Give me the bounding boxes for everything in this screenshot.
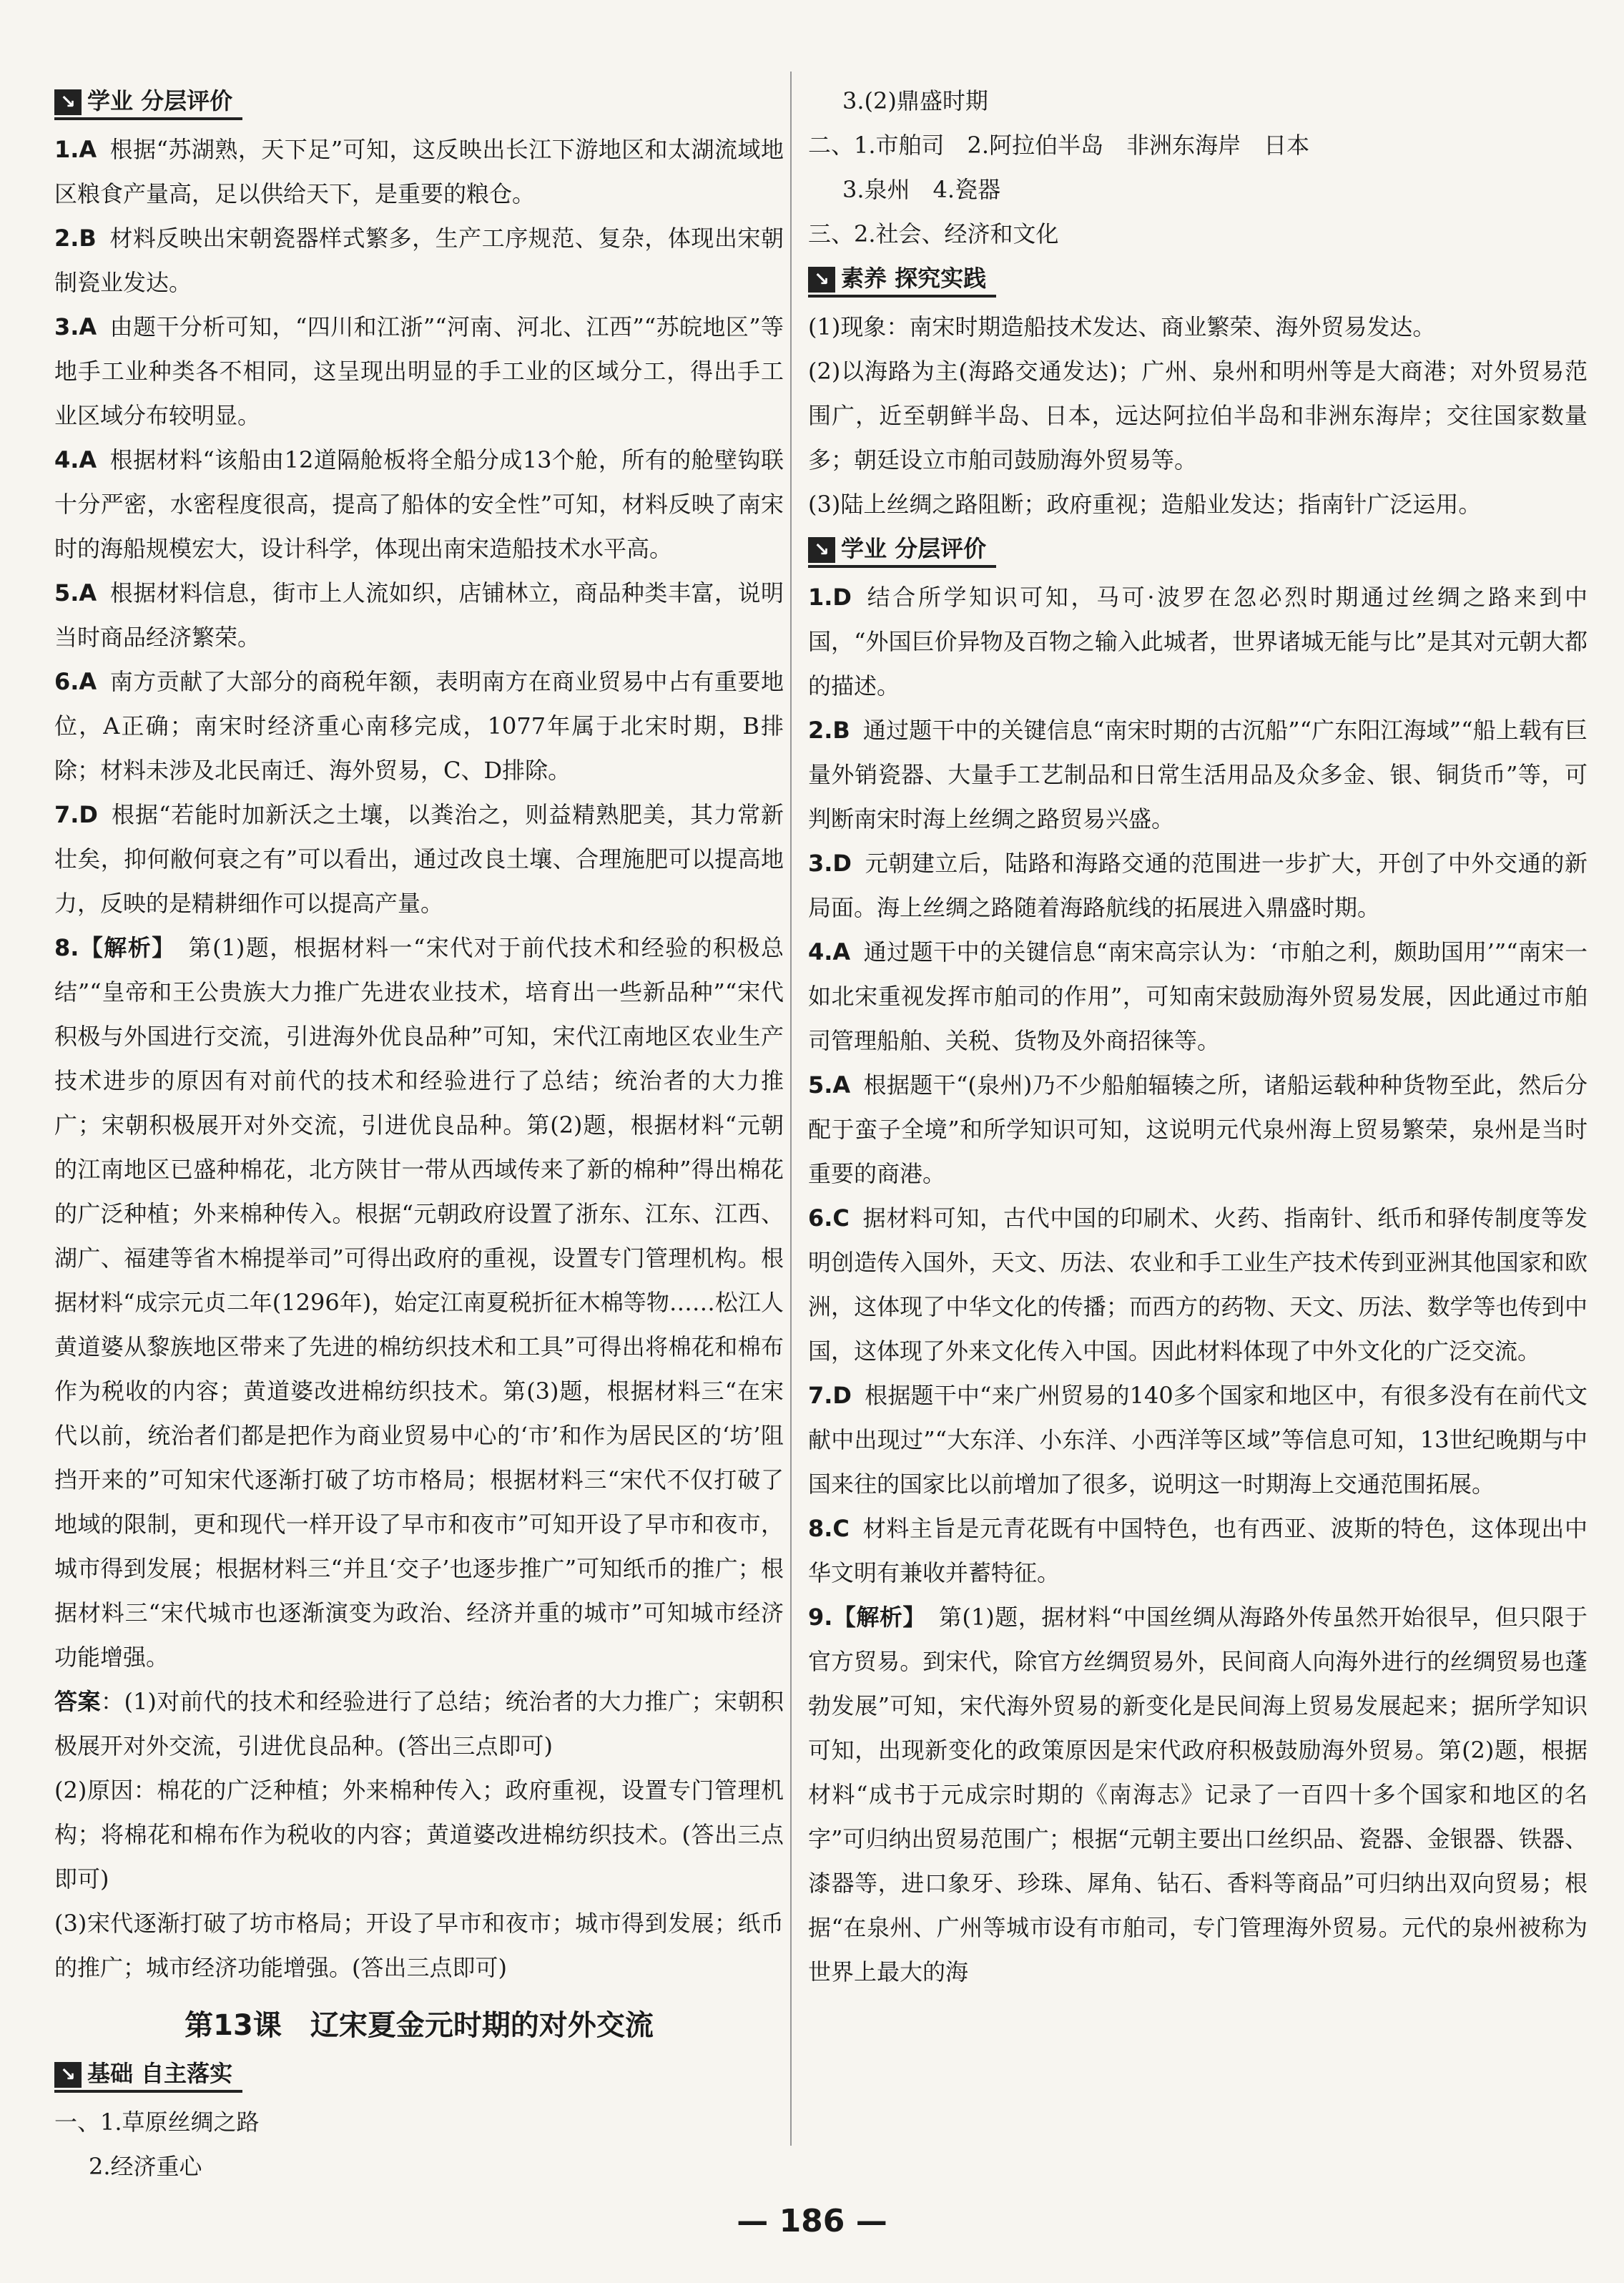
section-heading-academic-eval bbox=[54, 84, 242, 120]
arrow-icon: ↘ bbox=[54, 89, 82, 115]
item-number: 1.A bbox=[54, 136, 97, 163]
item-number: 4.A bbox=[54, 446, 97, 473]
arrow-icon: ↘ bbox=[54, 2062, 82, 2088]
section-heading-label: 基础 自主落实 bbox=[87, 2060, 233, 2087]
item-text: 根据“若能时加新沃之土壤，以粪治之，则益精熟肥美，其力常新壮矣，抑何敝何衰之有”可以看出，通过改良土壤、合理施肥可以提高地力，反映的是精耕细作可以提高产量。 bbox=[54, 801, 784, 917]
item-text: 南方贡献了大部分的商税年额，表明南方在商业贸易中占有重要地位，A正确；南宋时经济重心南移完成，1077年属于北宋时期，B排除；材料未涉及北民南迁、海外贸易，C、D排除。 bbox=[54, 668, 784, 784]
answer-item bbox=[808, 1196, 1588, 1373]
answer-item bbox=[54, 926, 784, 1679]
section-heading-basic bbox=[54, 2057, 242, 2093]
basic-answer: 三、2.社会、经济和文化 bbox=[808, 220, 1059, 247]
answer-block bbox=[54, 1679, 784, 1768]
answer-block: (3)宋代逐渐打破了坊市格局；开设了早市和夜市；城市得到发展；纸币的推广；城市经济功能增强。(答出三点即可) bbox=[54, 1910, 784, 1981]
basic-answer: 二、1.市舶司 2.阿拉伯半岛 非洲东海岸 日本 bbox=[808, 132, 1310, 159]
column-divider bbox=[790, 72, 792, 2146]
item-number: 8.【解析】 bbox=[54, 934, 176, 961]
page-number: — 186 — bbox=[737, 2203, 887, 2239]
item-number: 7.D bbox=[808, 1382, 852, 1409]
item-number: 4.A bbox=[808, 938, 851, 966]
item-text: 据材料可知，古代中国的印刷术、火药、指南针、纸币和驿传制度等发明创造传入国外，天文、历法、农业和手工业生产技术传到亚洲其他国家和欧洲，这体现了中华文化的传播；而西方的药物、天文、历法、数学等也传到中国，这体现了外来文化传入中国。因此材料体现了中外文化的广泛交流。 bbox=[808, 1204, 1588, 1365]
item-text: 第(1)题，据材料“中国丝绸从海路外传虽然开始很早，但只限于官方贸易。到宋代，除官方丝绸贸易外，民间商人向海外进行的丝绸贸易也蓬勃发展”可知，宋代海外贸易的新变化是民间海上贸易发展起来；据所学知识可知，出现新变化的政策原因是宋代政府积极鼓励海外贸易。第(2)题，根据材料“成书于元成宗时期的《南海志》记录了一百四十多个国家和地区的名字”可归纳出贸易范围广；根据“元朝主要出口丝织品、瓷器、金银器、铁器、漆器等，进口象牙、珍珠、犀角、钻石、香料等商品”可归纳出双向贸易；根据“在泉州、广州等城市设有市舶司，专门管理海外贸易。元代的泉州被称为世界上最大的海 bbox=[808, 1604, 1588, 1985]
item-number: 7.D bbox=[54, 801, 98, 828]
section-heading-label: 学业 分层评价 bbox=[841, 535, 987, 562]
item-text: 通过题干中的关键信息“南宋高宗认为：‘市舶之利，颇助国用’”“南宋一如北宋重视发挥市舶司的作用”，可知南宋鼓励海外贸易发展，因此通过市舶司管理船舶、关税、货物及外商招徕等。 bbox=[808, 938, 1588, 1054]
basic-answer: 3.(2)鼎盛时期 bbox=[842, 87, 988, 114]
practice-answer: (1)现象：南宋时期造船技术发达、商业繁荣、海外贸易发达。 bbox=[808, 313, 1436, 340]
lesson-title: 第13课 辽宋夏金元时期的对外交流 bbox=[184, 2009, 654, 2042]
answer-item bbox=[54, 216, 784, 305]
answer-item bbox=[808, 575, 1588, 708]
answer-item bbox=[54, 127, 784, 216]
item-number: 3.D bbox=[808, 850, 852, 877]
arrow-icon: ↘ bbox=[808, 537, 835, 563]
practice-answer: (2)以海路为主(海路交通发达)；广州、泉州和明州等是大商港；对外贸易范围广，近至朝鲜半岛、日本，远达阿拉伯半岛和非洲东海岸；交往国家数量多；朝廷设立市舶司鼓励海外贸易等。 bbox=[808, 358, 1588, 473]
item-text: 结合所学知识可知，马可·波罗在忽必烈时期通过丝绸之路来到中国，“外国巨价异物及百物之输入此城者，世界诸城无能与比”是其对元朝大都的描述。 bbox=[808, 584, 1588, 699]
item-text: 由题干分析可知，“四川和江浙”“河南、河北、江西”“苏皖地区”等地手工业种类各不相同，这呈现出明显的手工业的区域分工，得出手工业区域分布较明显。 bbox=[54, 313, 784, 429]
item-number: 2.B bbox=[54, 225, 97, 252]
answer-item bbox=[808, 1063, 1588, 1196]
item-number: 8.C bbox=[808, 1515, 850, 1542]
item-text: 根据材料信息，街市上人流如织，店铺林立，商品种类丰富，说明当时商品经济繁荣。 bbox=[54, 579, 784, 651]
section-heading-label: 素养 探究实践 bbox=[841, 265, 987, 292]
item-number: 6.C bbox=[808, 1204, 850, 1232]
answer-item bbox=[808, 1595, 1588, 1994]
practice-answer: (3)陆上丝绸之路阻断；政府重视；造船业发达；指南针广泛运用。 bbox=[808, 491, 1482, 518]
item-text: 根据题干中“来广州贸易的140多个国家和地区中，有很多没有在前代文献中出现过”“大东洋、小东洋、小西洋等区域”等信息可知，13世纪晚期与中国来往的国家比以前增加了很多，说明这一时期海上交通范围拓展。 bbox=[808, 1382, 1588, 1498]
item-text: 材料主旨是元青花既有中国特色，也有西亚、波斯的特色，这体现出中华文明有兼收并蓄特征。 bbox=[808, 1515, 1588, 1586]
item-number: 5.A bbox=[54, 579, 97, 607]
basic-answer: 3.泉州 4.瓷器 bbox=[842, 176, 1001, 203]
section-heading-academic-eval bbox=[808, 532, 996, 568]
item-text: 根据材料“该船由12道隔舱板将全船分成13个舱，所有的舱壁钩联十分严密，水密程度很高，提高了船体的安全性”可知，材料反映了南宋时的海船规模宏大，设计科学，体现出南宋造船技术水平高。 bbox=[54, 446, 784, 562]
answer-item bbox=[808, 1506, 1588, 1595]
answer-item bbox=[54, 305, 784, 438]
item-number: 2.B bbox=[808, 717, 850, 744]
answer-block: (2)原因：棉花的广泛种植；外来棉种传入；政府重视，设置专门管理机构；将棉花和棉布作为税收的内容；黄道婆改进棉纺织技术。(答出三点即可) bbox=[54, 1777, 784, 1892]
answer-item bbox=[54, 571, 784, 659]
answer-item bbox=[54, 438, 784, 571]
item-number: 9.【解析】 bbox=[808, 1604, 926, 1631]
answer-item bbox=[54, 659, 784, 792]
basic-answer: 一、1.草原丝绸之路 bbox=[54, 2108, 260, 2136]
answer-item bbox=[808, 930, 1588, 1063]
item-number: 5.A bbox=[808, 1071, 851, 1099]
answer-item bbox=[808, 841, 1588, 930]
item-number: 3.A bbox=[54, 313, 97, 340]
arrow-icon: ↘ bbox=[808, 267, 835, 293]
item-text: 通过题干中的关键信息“南宋时期的古沉船”“广东阳江海域”“船上载有巨量外销瓷器、大量手工艺制品和日常生活用品及众多金、银、铜货币”等，可判断南宋时海上丝绸之路贸易兴盛。 bbox=[808, 717, 1588, 833]
answer-label: 答案 bbox=[54, 1688, 101, 1715]
answer-item bbox=[808, 708, 1588, 841]
answer-text: ：(1)对前代的技术和经验进行了总结；统治者的大力推广；宋朝积极展开对外交流，引进优良品种。(答出三点即可) bbox=[54, 1688, 784, 1759]
right-column bbox=[808, 79, 1588, 1994]
item-text: 第(1)题，根据材料一“宋代对于前代技术和经验的积极总结”“皇帝和王公贵族大力推广先进农业技术，培育出一些新品种”“宋代积极与外国进行交流，引进海外优良品种”可知，宋代江南地区农业生产技术进步的原因有对前代的技术和经验进行了总结；统治者的大力推广；宋朝积极展开对外交流，引进优良品种。第(2)题，根据材料“元朝的江南地区已盛种棉花，北方陕甘一带从西域传来了新的棉种”得出棉花的广泛种植；外来棉种传入。根据“元朝政府设置了浙东、江东、江西、湖广、福建等省木棉提举司”可得出政府的重视，设置专门管理机构。根据材料“成宗元贞二年(1296年)，始定江南夏税折征木棉等物……松江人黄道婆从黎族地区带来了先进的棉纺织技术和工具”可得出将棉花和棉布作为税收的内容；黄道婆改进棉纺织技术。第(3)题，根据材料三“在宋代以前，统治者们都是把作为商业贸易中心的‘市’和作为居民区的‘坊’阻挡开来的”可知宋代逐渐打破了坊市格局；根据材料三“宋代不仅打破了地域的限制，更和现代一样开设了早市和夜市”可知开设了早市和夜市，城市得到发展；根据材料三“并且‘交子’也逐步推广”可知纸币的推广；根据材料三“宋代城市也逐渐演变为政治、经济并重的城市”可知城市经济功能增强。 bbox=[54, 934, 784, 1671]
item-number: 6.A bbox=[54, 668, 97, 695]
item-number: 1.D bbox=[808, 584, 852, 611]
answer-item bbox=[54, 792, 784, 926]
item-text: 根据“苏湖熟，天下足”可知，这反映出长江下游地区和太湖流域地区粮食产量高，足以供给天下，是重要的粮仓。 bbox=[54, 136, 784, 207]
section-heading-practice bbox=[808, 262, 996, 298]
item-text: 材料反映出宋朝瓷器样式繁多，生产工序规范、复杂，体现出宋朝制瓷业发达。 bbox=[54, 225, 784, 296]
item-text: 元朝建立后，陆路和海路交通的范围进一步扩大，开创了中外交通的新局面。海上丝绸之路随着海路航线的拓展进入鼎盛时期。 bbox=[808, 850, 1588, 921]
item-text: 根据题干“(泉州)乃不少船舶辐辏之所，诸船运载种种货物至此，然后分配于蛮子全境”和所学知识可知，这说明元代泉州海上贸易繁荣，泉州是当时重要的商港。 bbox=[808, 1071, 1588, 1187]
answer-item bbox=[808, 1373, 1588, 1506]
section-heading-label: 学业 分层评价 bbox=[87, 87, 233, 114]
basic-answer: 2.经济重心 bbox=[89, 2153, 202, 2180]
left-column bbox=[54, 79, 784, 2189]
